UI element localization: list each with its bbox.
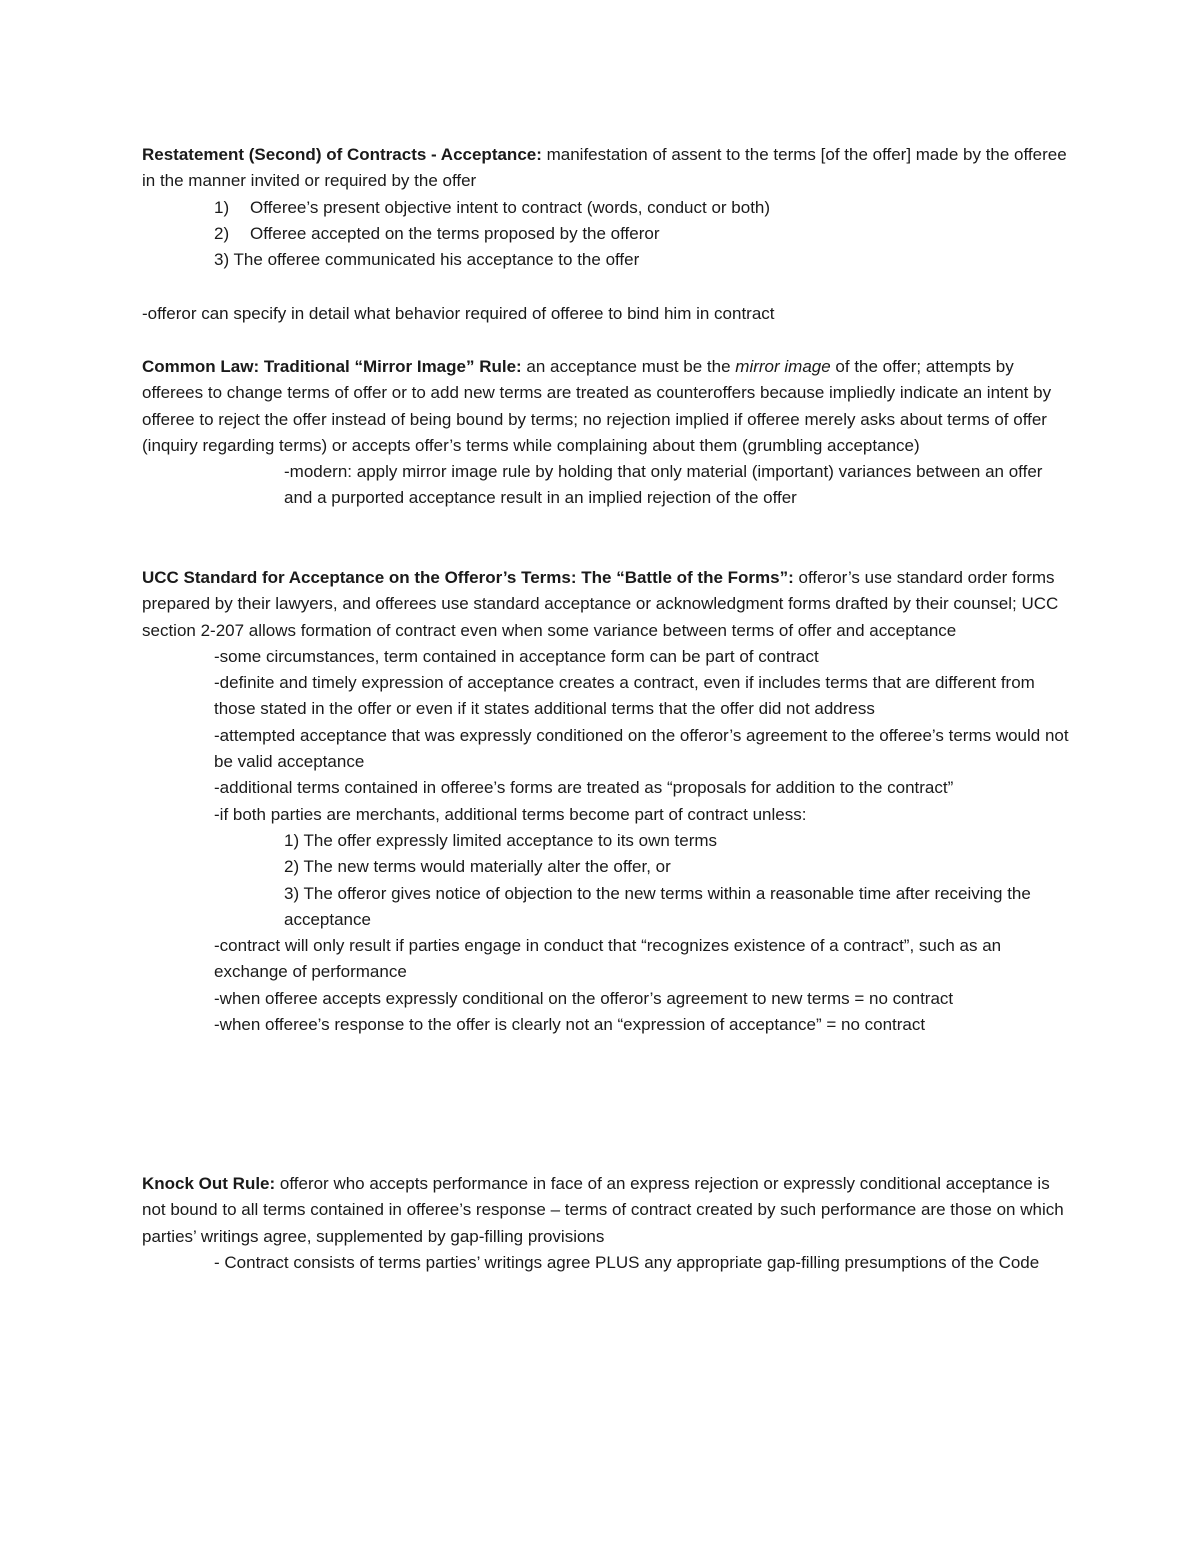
restatement-paragraph	[142, 142, 1072, 195]
list-item: 2) Offeree accepted on the terms proposed by the offeror	[214, 223, 660, 243]
mirror-image-heading: Common Law: Traditional “Mirror Image” Rule:	[142, 357, 522, 376]
ucc-heading: UCC Standard for Acceptance on the Offeror’s Terms: The “Battle of the Forms”:	[142, 568, 794, 587]
mirror-image-italic: mirror image	[735, 357, 831, 376]
list-item: -additional terms contained in offeree’s forms are treated as “proposals for addition to the contract”	[214, 778, 954, 798]
mirror-image-paragraph: Common Law: Traditional “Mirror Image” Rule: an acceptance must be the mirror image of the offer; attempts by offerees to change terms of offer or to add new terms are treated as counteroffers because impliedly indicate an intent by offeree to reject the offer instead of being bound by terms; no rejection implied if offeree merely asks about terms of offer (inquiry regarding terms) or accepts offer’s terms while complaining about them (grumbling acceptance)	[142, 357, 1052, 455]
list-item: -definite and timely expression of acceptance creates a contract, even if includes terms that are different from those stated in the offer or even if it states additional terms that the offer did not address	[214, 673, 1035, 719]
restatement-section	[142, 142, 1072, 273]
restatement-text: manifestation of assent to the terms [of the offer] made by the offeree in the manner invited or required by the offer	[142, 145, 1067, 191]
list-item: -when offeree accepts expressly conditional on the offeror’s agreement to new terms = no contract	[214, 988, 954, 1008]
merchant-exceptions-list	[214, 828, 1072, 933]
list-item: -attempted acceptance that was expressly conditioned on the offeror’s agreement to the offeree’s terms would not be valid acceptance	[214, 725, 1069, 772]
knock-out-paragraph: Knock Out Rule: offeror who accepts performance in face of an express rejection or expressly conditional acceptance is not bound to all terms contained in offeree’s response – terms of contract created by such performance are those on which parties’ writings agree, supplemented by gap-filling provisions	[142, 1174, 1064, 1246]
list-item: -contract will only result if parties engage in conduct that “recognizes existence of a contract”, such as an exchange of performance	[214, 936, 1002, 982]
list-item: -when offeree’s response to the offer is clearly not an “expression of acceptance” = no contract	[214, 1015, 926, 1035]
list-item: 1) The offer expressly limited acceptance to its own terms	[284, 830, 718, 850]
ucc-points	[142, 644, 1072, 1038]
list-item: -if both parties are merchants, additional terms become part of contract unless:	[214, 804, 807, 824]
offeror-note-section	[142, 301, 1072, 327]
modern-rule-note: -modern: apply mirror image rule by holding that only material (important) variances between an offer and a purported acceptance result in an implied rejection of the offer	[284, 462, 1043, 508]
knock-out-heading: Knock Out Rule:	[142, 1174, 276, 1193]
list-item: 1) Offeree’s present objective intent to contract (words, conduct or both)	[214, 197, 771, 217]
list-item: -some circumstances, term contained in acceptance form can be part of contract	[214, 646, 819, 666]
list-item: 3) The offeror gives notice of objection to the new terms within a reasonable time after receiving the acceptance	[284, 883, 1031, 929]
restatement-heading: Restatement (Second) of Contracts - Acceptance:	[142, 145, 542, 164]
mirror-image-section	[142, 354, 1072, 512]
knock-out-section	[142, 1171, 1072, 1276]
elements-list	[142, 195, 1072, 274]
list-item: 2) The new terms would materially alter the offer, or	[284, 857, 671, 877]
ucc-paragraph: UCC Standard for Acceptance on the Offeror’s Terms: The “Battle of the Forms”: offeror’s use standard order forms prepared by their lawyers, and offerees use standard acceptance or acknowledgment forms drafted by their counsel; UCC section 2-207 allows formation of contract even when some variance between terms of offer and acceptance	[142, 568, 1059, 640]
offeror-note: -offeror can specify in detail what behavior required of offeree to bind him in contract	[142, 304, 775, 323]
list-item: 3) The offeree communicated his acceptance to the offer	[214, 250, 640, 270]
knock-out-point: - Contract consists of terms parties’ writings agree PLUS any appropriate gap-filling presumptions of the Code	[214, 1252, 1040, 1272]
ucc-section	[142, 565, 1072, 1038]
